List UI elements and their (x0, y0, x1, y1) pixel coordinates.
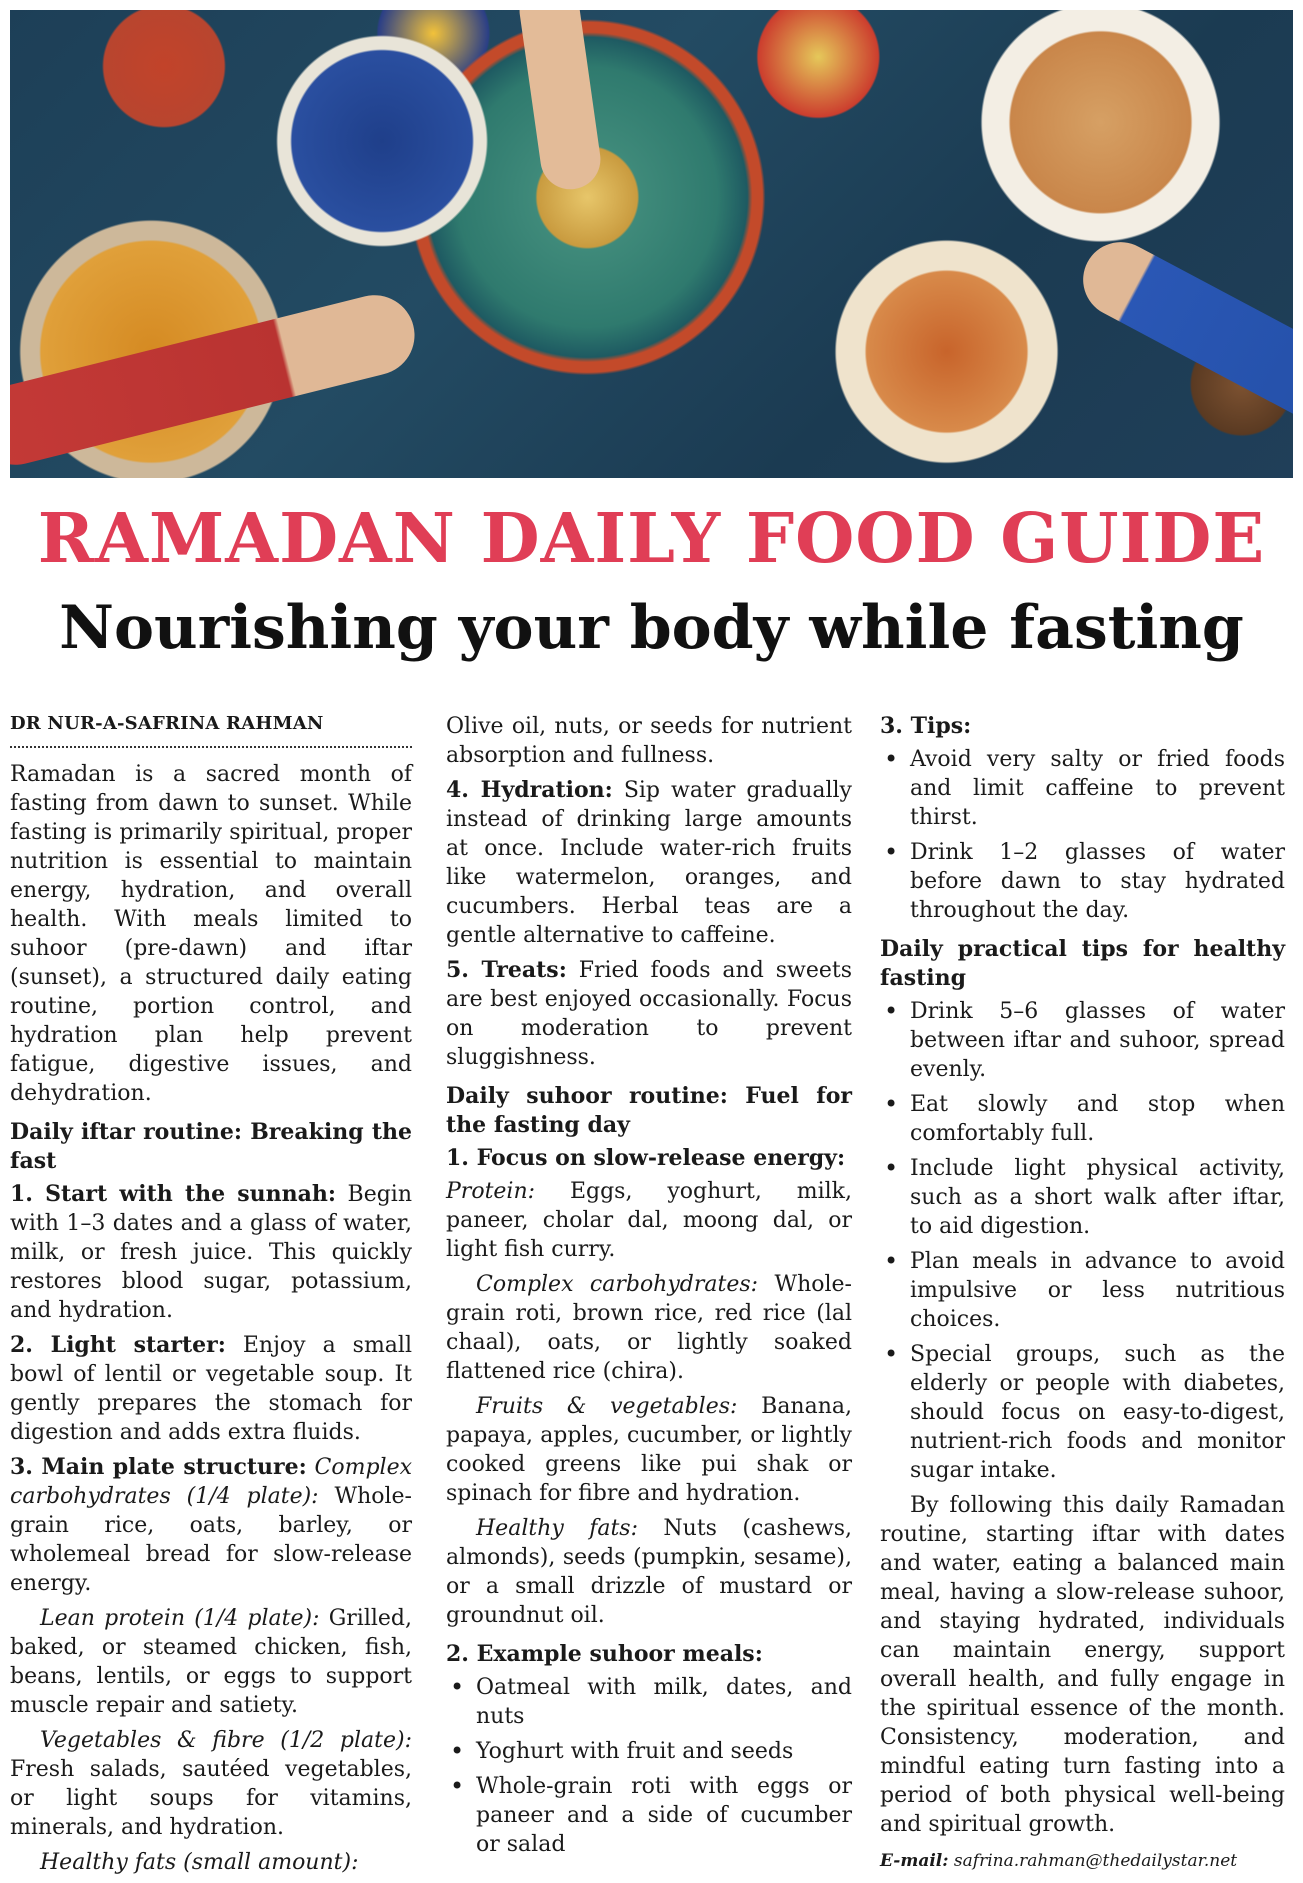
list-item: • Yoghurt with fruit and seeds (446, 1737, 852, 1766)
column-1 (10, 712, 412, 1883)
list-item: • Avoid very salty or fried foods and limit caffeine to prevent thirst. (880, 745, 1285, 832)
author-email (880, 1847, 1285, 1876)
suhoor-protein (446, 1177, 852, 1264)
step-1-label: 1. Start with the sunnah: (10, 1181, 337, 1207)
step-5-text: Fried foods and sweets are best enjoyed occasionally. Focus on moderation to prevent sluggishness. (446, 958, 852, 1070)
hero-food-photo (10, 10, 1293, 478)
practical-list (880, 997, 1285, 1485)
article-title: RAMADAN DAILY FOOD GUIDE (37, 499, 1266, 579)
intro-paragraph: Ramadan is a sacred month of fasting from dawn to sunset. While fasting is primarily spiritual, proper nutrition is essential to maintain energy, hydration, and overall health. With meals limited to suhoor (pre-dawn) and iftar (sunset), a structured daily eating routine, portion control, and hydration plan help prevent fatigue, digestive issues, and dehydration. (10, 762, 412, 1106)
vegetables-fibre-text: Fresh salads, sautéed vegetables, or light soups for vitamins, minerals, and hydration. (10, 1757, 412, 1840)
practical-heading: Daily practical tips for healthy fasting (880, 936, 1285, 991)
arm-right (1070, 229, 1293, 436)
list-item: • Plan meals in advance to avoid impulsive or less nutritious choices. (880, 1247, 1285, 1334)
list-item: • Oatmeal with milk, dates, and nuts (446, 1673, 852, 1731)
step-5-label: 5. Treats: (446, 957, 567, 983)
suhoor-fruits-text: Banana, papaya, apples, cucumber, or lightly cooked greens like pui shak or spinach for fibre and hydration. (446, 1394, 852, 1506)
healthy-fats-text: Olive oil, nuts, or seeds for nutrient absorption and fullness. (446, 714, 852, 768)
email-label: E-mail: (880, 1851, 949, 1871)
tips-heading: 3. Tips: (880, 713, 972, 739)
step-3-text: Whole-grain rice, oats, barley, or wholemeal bread for slow-release energy. (10, 1484, 412, 1596)
suhoor-carbs-text: Whole-grain roti, brown rice, red rice (lal chaal), oats, or lightly soaked flattened rice (chira). (446, 1272, 852, 1384)
suhoor-fats-text: Nuts (cashews, almonds), seeds (pumpkin, sesame), or a small drizzle of mustard or groundnut oil. (446, 1516, 852, 1628)
step-2-text: Enjoy a small bowl of lentil or vegetable soup. It gently prepares the stomach for digestion and adds extra fluids. (10, 1333, 412, 1445)
suhoor-fats-label: Healthy fats: (476, 1516, 639, 1541)
step-1-text: Begin with 1–3 dates and a glass of water, milk, or fresh juice. This quickly restores blood sugar, potassium, and hydration. (10, 1182, 413, 1323)
list-item: • Include light physical activity, such as a short walk after iftar, to aid digestion. (880, 1154, 1285, 1241)
list-item: • Drink 5–6 glasses of water between iftar and suhoor, spread evenly. (880, 997, 1285, 1084)
list-item: • Eat slowly and stop when comfortably full. (880, 1090, 1285, 1148)
tips-list (880, 745, 1285, 925)
arm-left (10, 287, 423, 473)
step-4-label: 4. Hydration: (446, 777, 613, 803)
iftar-heading: Daily iftar routine: Breaking the fast (10, 1119, 412, 1174)
hand-top (516, 10, 605, 193)
column-3 (880, 712, 1285, 1876)
step-5 (446, 956, 852, 1072)
healthy-fats-label: Healthy fats (small amount): (40, 1850, 359, 1875)
email-address[interactable]: safrina.rahman@thedailystar.net (948, 1851, 1238, 1871)
step-3-label: 3. Main plate structure: (10, 1454, 307, 1480)
suhoor-fats (446, 1514, 852, 1630)
lean-protein-text: Grilled, baked, or steamed chicken, fish, beans, lentils, or eggs to support muscle repair and satiety. (10, 1606, 412, 1718)
step-4 (446, 776, 852, 950)
focus-heading: 1. Focus on slow-release energy: (446, 1145, 846, 1171)
suhoor-carbs (446, 1270, 852, 1386)
byline: DR NUR-A-SAFRINA RAHMAN (10, 712, 412, 748)
vegetables-fibre (10, 1726, 412, 1842)
step-3-italic: Complex carbohydrates (1/4 plate): (10, 1455, 412, 1509)
examples-list (446, 1673, 852, 1859)
article-subtitle: Nourishing your body while fasting (59, 593, 1244, 663)
healthy-fats-label-para (10, 1848, 412, 1877)
examples-heading: 2. Example suhoor meals: (446, 1641, 763, 1667)
step-4-text: Sip water gradually instead of drinking large amounts at once. Include water-rich fruits like watermelon, oranges, and cucumbers. Herbal teas are a gentle alternative to caffeine. (446, 778, 852, 948)
suhoor-carbs-label: Complex carbohydrates: (476, 1272, 759, 1297)
suhoor-fruits-label: Fruits & vegetables: (476, 1394, 738, 1419)
step-2-label: 2. Light starter: (10, 1332, 226, 1358)
step-1 (10, 1180, 412, 1325)
suhoor-protein-text: Eggs, yoghurt, milk, paneer, cholar dal, moong dal, or light fish curry. (446, 1179, 852, 1262)
list-item: • Drink 1–2 glasses of water before dawn to stay hydrated throughout the day. (880, 838, 1285, 925)
lean-protein-label: Lean protein (1/4 plate): (40, 1606, 320, 1631)
step-2 (10, 1331, 412, 1447)
list-item: • Special groups, such as the elderly or people with diabetes, should focus on easy-to-digest, nutrient-rich foods and monitor sugar intake. (880, 1340, 1285, 1485)
suhoor-heading: Daily suhoor routine: Fuel for the fasting day (446, 1083, 852, 1138)
column-2 (446, 712, 852, 1865)
lean-protein (10, 1604, 412, 1720)
conclusion-paragraph: By following this daily Ramadan routine, starting iftar with dates and water, eating a balanced main meal, having a slow-release suhoor, and staying hydrated, individuals can maintain energy, support overall health, and fully engage in the spiritual essence of the month. Consistency, moderation, and mindful eating turn fasting into a period of both physical well-being and spiritual growth. (880, 1493, 1285, 1837)
suhoor-fruits (446, 1392, 852, 1508)
list-item: • Whole-grain roti with eggs or paneer and a side of cucumber or salad (446, 1772, 852, 1859)
vegetables-fibre-label: Vegetables & fibre (1/2 plate): (40, 1728, 412, 1753)
suhoor-protein-label: Protein: (446, 1179, 536, 1204)
step-3 (10, 1453, 412, 1598)
